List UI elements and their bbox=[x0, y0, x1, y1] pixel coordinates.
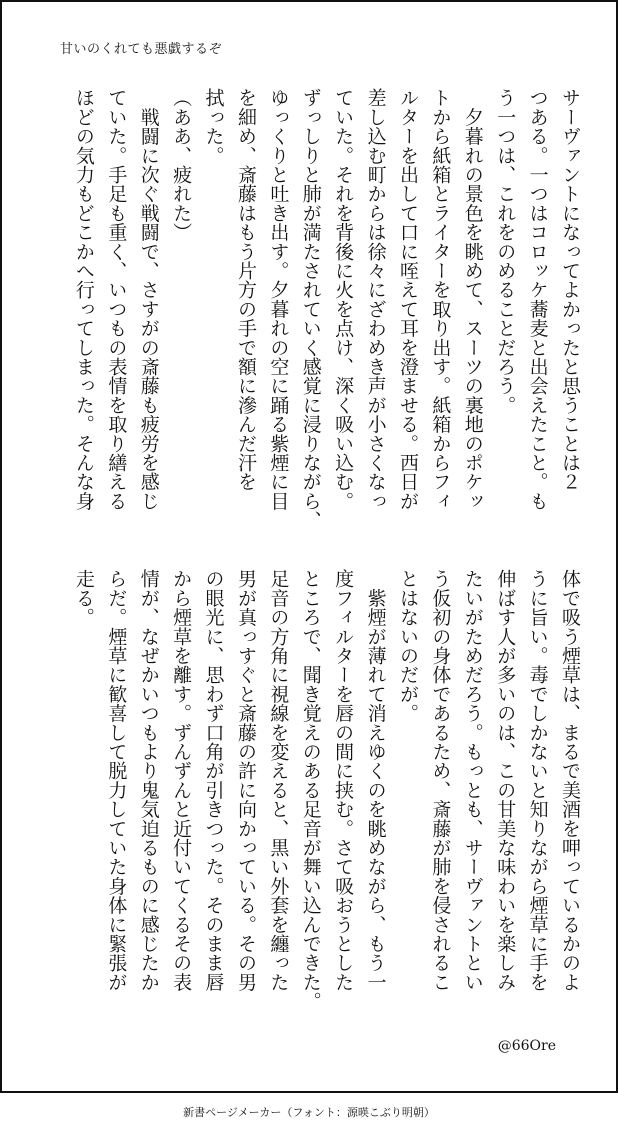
text-block-lower: 体で吸う煙草は、まるで美酒を呷っているかのよ うに旨い。毒でしかないと知りながら煙草に手を 伸ばす人が多いのは、この甘美な味わいを楽しみ たいがためだろう。もっとも、サーヴァントとい う仮初の身体であるため、斎藤が肺を侵されるこ とはないのだが。 紫煙が薄れて消えゆくのを眺めながら、もう一 度フィルターを唇の間に挟む。さて吸おうとした ところで、聞き覚えのある足音が舞い込んできた。 足音の方角に視線を変えると、黒い外套を纏った 男が真っすぐと斎藤の許に向かっている。その男 の眼光に、思わず口角が引きつった。そのまま唇 から煙草を離す。ずんずんと近付いてくるその表 情が、なぜかいつもより鬼気迫るものに感じたか らだ。煙草に歓喜して脱力していた身体に緊張が 走る。 bbox=[72, 569, 581, 1011]
text-block-upper: サーヴァントになってよかったと思うことは２ つある。一つはコロッケ蕎麦と出会えたこと。も う一つは、これをのめることだろう。 夕暮れの景色を眺めて、スーツの裏地のポケッ トから紙箱とライターを取り出す。紙箱からフィ ルターを出して口に咥えて耳を澄ませる。西日が 差し込む町からは徐々にざわめき声が小さくなっ ていた。それを背後に火を点け、深く吸い込む。 ずっしりと肺が満たされていく感覚に浸りながら、 ゆっくりと吐き出す。夕暮れの空に踊る紫煙に目 を細め、斎藤はもう片方の手で額に滲んだ汗を 拭った。 （ああ、疲れた） 戦闘に次ぐ戦闘で、さすがの斎藤も疲労を感じ ていた。手足も重く、いつもの表情を取り繕える ほどの気力もどこかへ行ってしまった。そんな身 bbox=[72, 88, 581, 530]
author-credit: @66Ore bbox=[497, 1038, 556, 1054]
generator-footer: 新書ページメーカー（フォント：源暎こぶり明朝） bbox=[183, 1106, 435, 1119]
page-title: 甘いのくれても悪戯するぞ bbox=[60, 42, 223, 57]
